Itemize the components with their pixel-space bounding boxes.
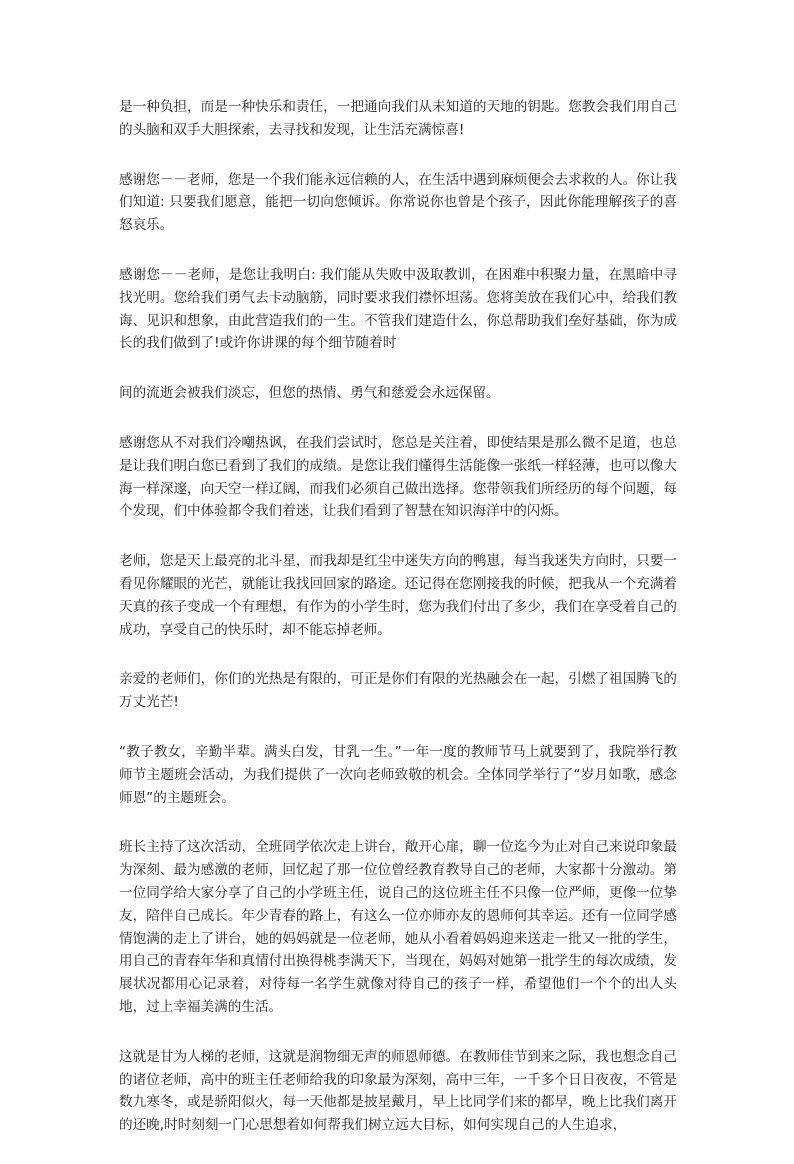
- paragraph: 是一种负担，而是一种快乐和责任，一把通向我们从未知道的天地的钥匙。您教会我们用自己的头脑和双手大胆探索，去寻找和发现，让生活充满惊喜!: [119, 99, 677, 138]
- document-body: [119, 96, 677, 1164]
- paragraph: 感谢您－－老师，您是一个我们能永远信赖的人，在生活中遇到麻烦便会去求救的人。你让我们知道: 只要我们愿意，能把一切向您倾诉。你常说你也曾是个孩子，因此你能理解孩子的喜怒哀乐。: [119, 171, 677, 234]
- paragraph: 感谢您从不对我们冷嘲热讽，在我们尝试时，您总是关注着，即使结果是那么微不足道，也总是让我们明白您已看到了我们的成绩。是您让我们懂得生活能像一张纸一样轻薄，也可以像大海一样深邃，向天空一样辽阔，而我们必须自己做出选择。您带领我们所经历的每个问题，每个发现，们中体验都令我们着迷，让我们看到了智慧在知识海洋中的闪烁。: [119, 434, 677, 520]
- paragraph: 这就是甘为人梯的老师，这就是润物细无声的师恩师德。在教师佳节到来之际，我也想念自己的诸位老师，高中的班主任老师给我的印象最为深刻，高中三年，一千多个日日夜夜，不管是数九寒冬，或是骄阳似火，每一天他都是披星戴月，早上比同学们来的都早，晚上比我们离开的还晚,时时刻刻一门心思想着如何帮我们树立远大目标，如何实现自己的人生追求，: [119, 1048, 677, 1134]
- paragraph: 感谢您－－老师，是您让我明白: 我们能从失败中汲取教训，在困难中积聚力量，在黑暗中寻找光明。您给我们勇气去卡动脑筋，同时要求我们襟怀坦荡。您将美放在我们心中，给我们教诲、见识和想象，由此营造我们的一生。不管我们建造什么，你总帮助我们垒好基础，你为成长的我们做到了!或许你讲课的每个细节随着时: [119, 266, 677, 352]
- paragraph: 老师，您是天上最亮的北斗星，而我却是红尘中迷失方向的鸭崽，每当我迷失方向时，只要一看见你耀眼的光芒，就能让我找回回家的路途。还记得在您刚接我的时候，把我从一个充满着天真的孩子变成一个有理想，有作为的小学生时，您为我们付出了多少，我们在享受着自己的成功，享受自己的快乐时，却不能忘掉老师。: [119, 553, 677, 638]
- paragraph: 间的流逝会被我们淡忘，但您的热情、勇气和慈爱会永远保留。: [119, 385, 500, 402]
- paragraph: “教子教女，辛勤半辈。满头白发，甘乳一生。”一年一度的教师节马上就要到了，我院举行教师节主题班会活动，为我们提供了一次向老师致敬的机会。全体同学举行了“岁月如歌，感念师恩”的主题班会。: [119, 743, 677, 806]
- paragraph: 班长主持了这次活动，全班同学依次走上讲台，敞开心扉，聊一位迄今为止对自己来说印象最为深刻、最为感激的老师，回忆起了那一位位曾经教育教导自己的老师，大家都十分激动。第一位同学给大家分享了自己的小学班主任，说自己的这位班主任不只像一位严师，更像一位挚友，陪伴自己成长。年少青春的路上，有这么一位亦师亦友的恩师何其幸运。还有一位同学感情饱满的走上了讲台，她的妈妈就是一位老师，她从小看着妈妈迎来送走一批又一批的学生，用自己的青春年华和真情付出换得桃李满天下，当现在，妈妈对她第一批学生的每次成绩，发展状况都用心记录着，对待每一名学生就像对待自己的孩子一样，希望他们一个个的出人头地，过上幸福美满的生活。: [119, 839, 677, 1015]
- paragraph: 亲爱的老师们，你们的光热是有限的，可正是你们有限的光热融会在一起，引燃了祖国腾飞的万丈光芒!: [119, 671, 677, 711]
